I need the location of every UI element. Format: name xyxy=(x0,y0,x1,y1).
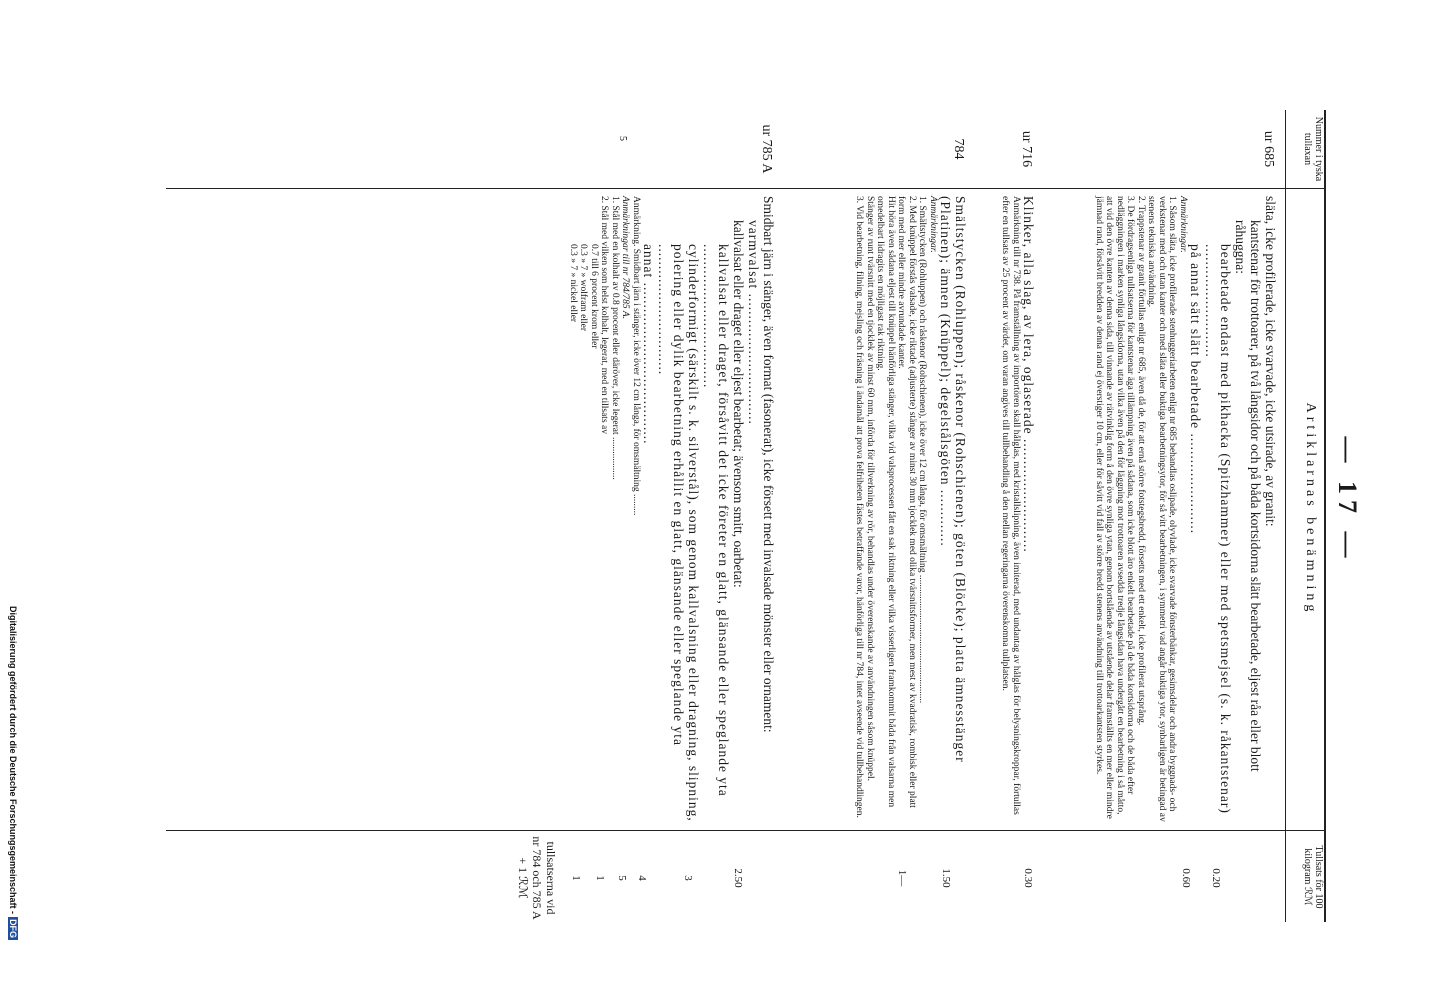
entry-line: på annat sätt slätt bearbetade ....................... xyxy=(1188,244,1203,535)
note-line: Anmärkning. Smidbart järn i stänger, icke över 12 cm långa, för omsmältning ......... xyxy=(631,196,641,516)
dfg-logo: DFG xyxy=(8,919,18,939)
entry-block xyxy=(854,196,968,824)
column-rule-left xyxy=(166,188,1326,189)
note-line: 1. Såsom släta, icke profilerade stenhuggeriarbeten enligt nr 685 behandlas oslipade, olyvlade, icke svarvade fönsterbänkar, gesimsdelar och andra byggnads- och verkstenar med och utan kanter och med släta eller buktiga bearbetningsytor, för så vitt bearbetningen, i symmetri vad angår buktiga ytor, synbarligen är betingad av stenens tekniska användning. xyxy=(1146,196,1178,822)
tariff-rate: 4 xyxy=(636,875,648,881)
entry-block xyxy=(1000,196,1036,824)
note-line: 0.3 » 7 » wolfram eller xyxy=(578,244,589,332)
tariff-rate: 0.20 xyxy=(1210,868,1222,888)
tariff-rate: 1.50 xyxy=(940,868,952,888)
entry-title: Smältstycken (Rohluppen); råskenor (Rohschienen); göten (Blöcke); platta ämnesstänger (Platinen); ämnen (Knüppel); degelstålsgöten ............. xyxy=(938,196,968,763)
entry-title: Klinker, alla slag, av lera, oglaserade .......................... xyxy=(1021,196,1036,553)
digitization-credit xyxy=(8,606,18,940)
entry-title: släta, icke profilerade, icke svarvade, icke utsirade, av granit: xyxy=(1263,196,1278,527)
note-line: Hit höra även sådana eljest till knüppel hänförliga stänger, vilka vid valsprocessen fått en sak riktning eller vilka visserligen framkommit båda från valsarna men omedelbart lidragits en möjligast rak riktning. xyxy=(875,196,896,808)
column-header-number: Nummer i tyska tullaxan xyxy=(1302,116,1324,182)
note-line: 3. Vid bearbetning, filning, mejsling och fräsning i ändamål att prova felfriheten fästes betraffande varor, hänförliga till nr 784, intet avseende vid tullbehandlingen. xyxy=(854,196,865,818)
entry-title: Smidbart järn i stänger, även format (fasonerat), icke försett med invalsade mönster eller ornament: xyxy=(761,196,776,733)
note-heading: Anmärkningar till nr 784/785 A. xyxy=(620,196,631,320)
tariff-rate: 0.60 xyxy=(1180,868,1192,888)
entry-line: cylinderformigt (särskilt s. k. silverstål), som genom kallvalsning eller dragning, slipning, polering eller dylik bearbetning erhållit en glatt, glänsande eller speglande yta .............................. xyxy=(656,244,701,822)
entry-line: kallvalsat eller draget eller eljest bearbetat; ävensom smitt, oarbetat: xyxy=(731,220,746,588)
tariff-rate: 1— xyxy=(896,869,908,887)
entry-line: varmvalsat .............................. xyxy=(746,220,761,425)
note-line: 3. De fördragsenliga tullsatserna för kantstenar äga tillämpning även på sådana, som icke blott äro enkelt bearbetade på de båda kortsidorna och de båda efter nedläggningen i marken synliga långsidorna, utan vilka även på den för läggning mot trottoaren avsedda tredje långsidan hava undergått en bearbetning i så måtto, att vid den övre kanten av denna sida, till vinnande av rätvinklig form å den övre synliga ytan, genom bortslående av utstående delar framställts en mer eller mindre jämnad rand, försåvitt bredden av denna rand ej överstiger 10 cm, eller för såvitt vid fall av större bredd stenens användning till trottoarkantsten styrkes. xyxy=(1094,196,1136,819)
sheet-mark: 5 xyxy=(617,136,628,141)
column-header-description: Artiklarnas benämning xyxy=(1303,402,1318,616)
note-heading: Anmärkningar. xyxy=(928,196,938,253)
note-line: Stänger av runt tvärsnitt med en tjocklek av minst 60 mm, införda för tillverkning av rör, behandlas under överenskande av användningen såsom knüppel. xyxy=(865,196,875,782)
tariff-number: ur 716 xyxy=(1019,130,1034,168)
note-line: 2. Med knüppel förstås valsade, icke riktade (adjusterte) stänger av minst 30 mm tjocklek med olika tvärsnittsformer, men mest av kvadratisk, rombisk eller platt form med mer eller mindre avrundade kanter. xyxy=(896,196,917,808)
column-header-rate: Tullsats för 100 kilogram ℛℳ xyxy=(1302,845,1324,909)
note-line: Anmärkning till nr 738. På framställning av importören skall hålglas, med kristallslipning, även imiterad, med undantag av hålglas för belysningskroppar, förtullas efter en tullsats av 25 procent av värdet, om varan angives till tullbehandling å den mellan regeringarna överenskomna tullplatsen. xyxy=(1000,196,1021,815)
header-bottom-rule xyxy=(1285,110,1286,922)
note-line: 0.7 till 6 procent krom eller xyxy=(589,244,599,349)
entry-block xyxy=(568,196,777,824)
tariff-rate: 3 xyxy=(682,875,694,881)
note-line: 2. Stål med vilken som helst kolhalt, legerat, med en tillsats av xyxy=(599,196,610,434)
column-rule-right xyxy=(166,830,1326,831)
tariff-rate: 1 xyxy=(570,875,582,881)
header-top-rule xyxy=(1324,110,1326,922)
tariff-number: 784 xyxy=(951,138,966,160)
entry-line: annat ..................................... xyxy=(641,244,656,445)
page-number: — 17 — xyxy=(1333,436,1362,564)
note-heading: Anmärkningar. xyxy=(1178,196,1188,253)
note-line: 0.3 » 7 » nickel eller xyxy=(568,244,578,323)
note-line: 1. Stål med en kolhalt av 0.8 procent eller däröver, icke legerat .................. xyxy=(610,196,620,480)
entry-block xyxy=(1094,196,1279,824)
tariff-rate: 5 xyxy=(616,875,628,881)
tariff-rate: tullsatserna vid nr 784 och 785 A + 1 ℛℳ xyxy=(516,836,558,920)
tariff-rate: 2.50 xyxy=(732,868,744,888)
note-line: 1. Smältstycken (Rohluppen) och råskenor (Rohschienen), icke över 12 cm långa, för omsmältning ...................................................... xyxy=(917,196,928,704)
note-line: 2. Trappstenar av granit förtullas enligt nr 685, även då de, för att ernå större fotstegsbredd, försetts med ett enkelt, icke profilerat utsprång. xyxy=(1136,196,1146,726)
tariff-number: ur 785 A xyxy=(759,124,774,174)
entry-line: bearbetade endast med pikhacka (Spitzhammer) eller med spetsmejsel (s. k. råkantstenar) .......................... xyxy=(1203,244,1233,814)
tariff-rate: 1 xyxy=(594,875,606,881)
tariff-rate: 0.30 xyxy=(1022,868,1034,888)
entry-line: kallvalsat eller draget, försåvitt det icke företer en glatt, glänsande eller speglande yta ................................. xyxy=(701,244,731,797)
entry-line: kantstenar för trottoarer, på två långsidor och på båda kortsidorna slätt bearbetade, eljest råa eller blott råhuggna: xyxy=(1233,220,1263,772)
credit-text: Digitalisierung gefördert durch die Deutsche Forschungsgemeinschaft - xyxy=(8,606,18,915)
tariff-number: ur 685 xyxy=(1261,130,1276,168)
